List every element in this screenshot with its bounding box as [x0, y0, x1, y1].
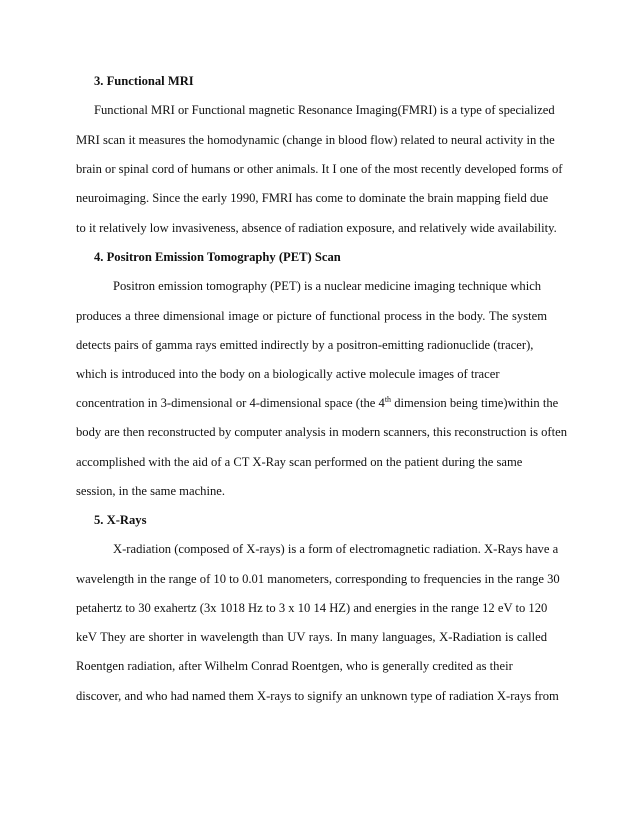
- fmri-line-3: brain or spinal cord of humans or other animals. It I one of the most recently developed forms of: [76, 162, 563, 176]
- xrays-line-4: keV They are shorter in wavelength than UV rays. In many languages, X-Radiation is called: [76, 630, 547, 644]
- pet-line-6: body are then reconstructed by computer analysis in modern scanners, this reconstruction is often: [76, 425, 568, 439]
- pet-line-8: session, in the same machine.: [76, 484, 225, 498]
- pet-line-2: produces a three dimensional image or picture of functional process in the body. The system: [76, 309, 547, 323]
- fmri-line-4: neuroimaging. Since the early 1990, FMRI has come to dominate the brain mapping field due: [76, 191, 549, 205]
- heading-pet-scan: 4. Positron Emission Tomography (PET) Scan: [94, 250, 341, 264]
- xrays-line-1: X-radiation (composed of X-rays) is a form of electromagnetic radiation. X-Rays have a: [113, 542, 559, 556]
- xrays-line-2: wavelength in the range of 10 to 0.01 manometers, corresponding to frequencies in the range 30: [76, 572, 560, 586]
- fmri-line-1: Functional MRI or Functional magnetic Resonance Imaging(FMRI) is a type of specialized: [94, 103, 555, 117]
- xrays-line-5: Roentgen radiation, after Wilhelm Conrad Roentgen, who is generally credited as their: [76, 659, 513, 673]
- pet-line-5: [76, 395, 558, 411]
- heading-x-rays: 5. X-Rays: [94, 513, 147, 527]
- pet-line-5-part-a: concentration in 3-dimensional or 4-dimensional space (the 4: [76, 396, 385, 410]
- xrays-line-3: petahertz to 30 exahertz (3x 1018 Hz to 3 x 10 14 HZ) and energies in the range 12 eV to 120: [76, 601, 548, 615]
- superscript-th: th: [384, 394, 392, 404]
- xrays-line-6: discover, and who had named them X-rays to signify an unknown type of radiation X-rays from: [76, 689, 559, 703]
- heading-functional-mri: 3. Functional MRI: [94, 74, 194, 88]
- pet-line-3: detects pairs of gamma rays emitted indirectly by a positron-emitting radionuclide (tracer),: [76, 338, 534, 352]
- pet-line-5-part-b: dimension being time)within the: [391, 396, 559, 410]
- fmri-line-2: MRI scan it measures the homodynamic (change in blood flow) related to neural activity in the: [76, 133, 555, 147]
- pet-line-1: Positron emission tomography (PET) is a nuclear medicine imaging technique which: [113, 279, 542, 293]
- pet-line-4: which is introduced into the body on a biologically active molecule images of tracer: [76, 367, 500, 381]
- pet-line-7: accomplished with the aid of a CT X-Ray scan performed on the patient during the same: [76, 455, 523, 469]
- fmri-line-5: to it relatively low invasiveness, absence of radiation exposure, and relatively wide availability.: [76, 221, 557, 235]
